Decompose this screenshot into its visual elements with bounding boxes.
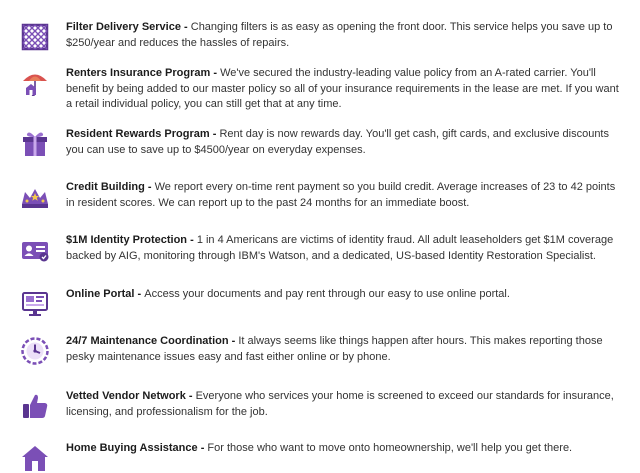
computer-portal-icon [20,289,50,319]
benefit-text [66,441,572,457]
benefit-resident-rewards [20,127,624,159]
benefit-separator: - [134,288,145,300]
benefit-description: Rent day is now rewards day. You'll get cash, gift cards, and exclusive discounts you can use to save up to $4500/year on everyday expenses. [66,128,609,156]
benefit-title: Renters Insurance Program [66,67,211,79]
thumbs-up-icon [20,391,50,421]
benefit-online-portal [20,287,624,319]
gift-icon [20,129,50,159]
id-card-icon [20,235,50,265]
benefit-text [66,66,624,113]
benefit-title: 24/7 Maintenance Coordination [66,335,229,347]
benefit-filter-delivery [20,20,624,52]
benefit-title: Vetted Vendor Network [66,390,186,402]
benefit-title: Home Buying Assistance [66,442,198,454]
benefit-separator: - [144,181,155,193]
benefit-identity-protection [20,233,624,265]
benefit-text [66,334,624,365]
benefit-vetted-vendor-network [20,389,624,421]
benefit-text [66,287,510,303]
benefit-description: Changing filters is as easy as opening the front door. This service helps you save up to $250/year and reduces the hassles of repairs. [66,21,613,49]
filter-icon [20,22,50,52]
benefit-separator: - [197,442,208,454]
benefit-title: Credit Building [66,181,145,193]
benefit-text [66,127,624,158]
benefit-title: Filter Delivery Service [66,21,181,33]
benefit-description: For those who want to move onto homeownership, we'll help you get there. [207,442,573,454]
benefit-maintenance-coordination [20,334,624,366]
house-icon [20,443,50,473]
benefit-description: Access your documents and pay rent through our easy to use online portal. [144,288,510,300]
benefit-separator: - [210,67,221,79]
benefit-description: 1 in 4 Americans are victims of identity fraud. All adult leaseholders get $1M coverage backed by AIG, monitoring through IBM's Watson, and a dedicated, US-based Identity Restoration Specialist. [66,234,614,262]
benefit-separator: - [187,234,197,246]
umbrella-house-icon [20,68,50,98]
benefit-renters-insurance [20,66,624,113]
benefit-separator: - [180,21,191,33]
benefit-title: Online Portal [66,288,135,300]
benefit-description: Everyone who services your home is screened to exceed our standards for insurance, licensing, and professionalism for the job. [66,390,614,418]
benefit-title: Resident Rewards Program [66,128,210,140]
benefit-home-buying-assistance [20,441,624,473]
benefit-separator: - [228,335,239,347]
clock-24-7-icon [20,336,50,366]
credit-stars-icon [20,182,50,212]
benefit-text [66,389,624,420]
benefit-credit-building [20,180,624,212]
benefit-description: It always seems like things happen after hours. This makes reporting those pesky maintenance issues easy and fast either online or by phone. [66,335,603,363]
benefit-separator: - [185,390,196,402]
benefit-text [66,180,624,211]
benefit-title: $1M Identity Protection [66,234,188,246]
benefit-text [66,233,624,264]
benefit-text [66,20,624,51]
benefit-separator: - [209,128,220,140]
benefit-description: We report every on-time rent payment so you build credit. Average increases of 23 to 42 points in resident scores. We can report up to the past 24 months for an immediate boost. [66,181,616,209]
benefit-description: We've secured the industry-leading value policy from an A-rated carrier. You'll benefit by being added to our master policy so all of your insurance requirements in the lease are met. If you want a retail individual policy, you can still get that at any time. [66,67,619,110]
